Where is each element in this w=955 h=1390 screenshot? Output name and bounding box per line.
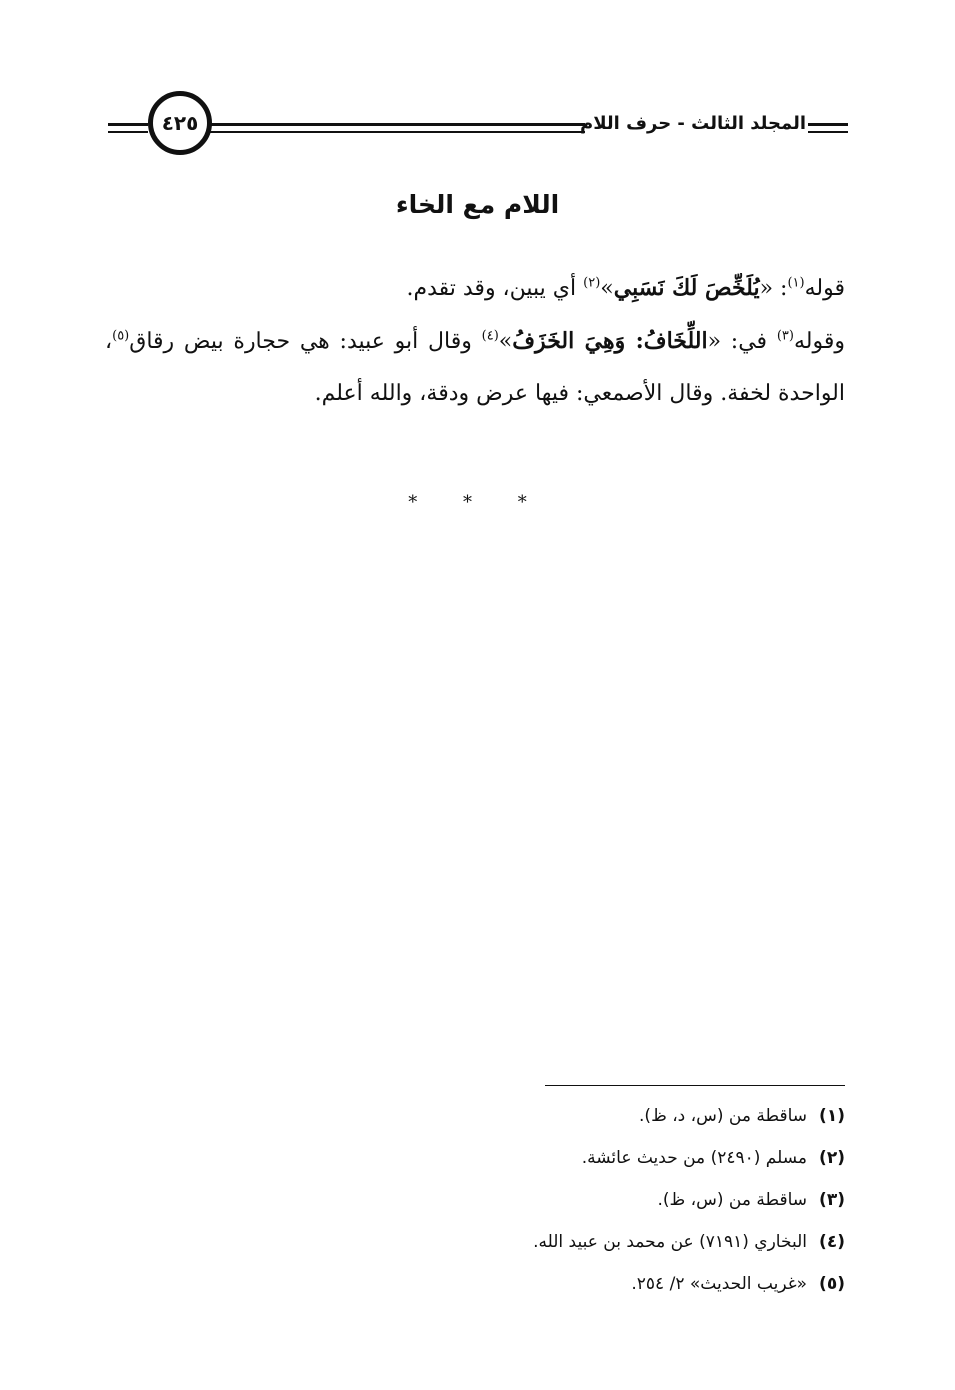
footnote-number: (٤): [819, 1232, 845, 1252]
footnote-text: «غريب الحديث» ٢/ ٢٥٤.: [631, 1274, 807, 1294]
main-text: [105, 262, 845, 420]
footnote-ref[interactable]: (١): [787, 275, 805, 291]
paragraph: [105, 315, 845, 420]
footnote-ref[interactable]: (٣): [776, 328, 794, 344]
footnote-number: (١): [819, 1106, 845, 1126]
text-run: ، الواحدة لخفة. وقال الأصمعي: فيها عرض ودقة، والله أعلم.: [105, 329, 845, 406]
header-rule: [210, 123, 585, 126]
header-rule: [808, 123, 848, 126]
footnote-item: [300, 1098, 845, 1140]
text-run: وقوله: [793, 329, 845, 354]
footnote-number: (٢): [819, 1148, 845, 1168]
hadith-quote: اللِّخَافُ: وَهِيَ الخَزَفُ: [512, 328, 708, 354]
paragraph: [105, 262, 845, 315]
page-number: ٤٢٥: [148, 91, 212, 155]
header-rule: [108, 131, 148, 133]
header-rule: [808, 131, 848, 133]
page-header: [100, 85, 850, 185]
text-run: قوله: [804, 276, 845, 301]
footnote-item: [300, 1140, 845, 1182]
text-run: »: [498, 329, 513, 354]
header-rule: [210, 131, 585, 133]
footnote-ref[interactable]: (٥): [112, 328, 130, 344]
footnote-item: [300, 1266, 845, 1308]
footnote-text: ساقطة من (س، ظ).: [657, 1190, 807, 1210]
section-title: اللام مع الخاء: [395, 190, 560, 219]
footnote-ref[interactable]: (٢): [583, 275, 601, 291]
footnote-text: البخاري (٧١٩١) عن محمد بن عبيد الله.: [533, 1232, 807, 1252]
footnote-rule: [545, 1085, 845, 1086]
footnote-ref[interactable]: (٤): [481, 328, 499, 344]
hadith-quote: يُلَخِّصَ لَكَ نَسَبِي: [613, 275, 760, 301]
footnotes: [300, 1098, 845, 1308]
footnote-item: [300, 1182, 845, 1224]
running-head: المجلد الثالث - حرف اللام: [580, 113, 806, 134]
text-run: : «: [759, 276, 788, 301]
footnote-number: (٣): [819, 1190, 845, 1210]
text-run: في: «: [707, 329, 777, 354]
footnote-number: (٥): [819, 1274, 845, 1294]
footnote-text: مسلم (٢٤٩٠) من حديث عائشة.: [581, 1148, 807, 1168]
footnote-text: ساقطة من (س، د، ظ).: [639, 1106, 807, 1126]
footnote-item: [300, 1224, 845, 1266]
section-separator: * * *: [408, 492, 547, 513]
text-run: أي يبين، وقد تقدم.: [406, 276, 584, 301]
header-rule: [108, 123, 148, 126]
text-run: »: [600, 276, 614, 301]
text-run: وقال أبو عبيد: هي حجارة بيض رقاق: [129, 329, 482, 354]
